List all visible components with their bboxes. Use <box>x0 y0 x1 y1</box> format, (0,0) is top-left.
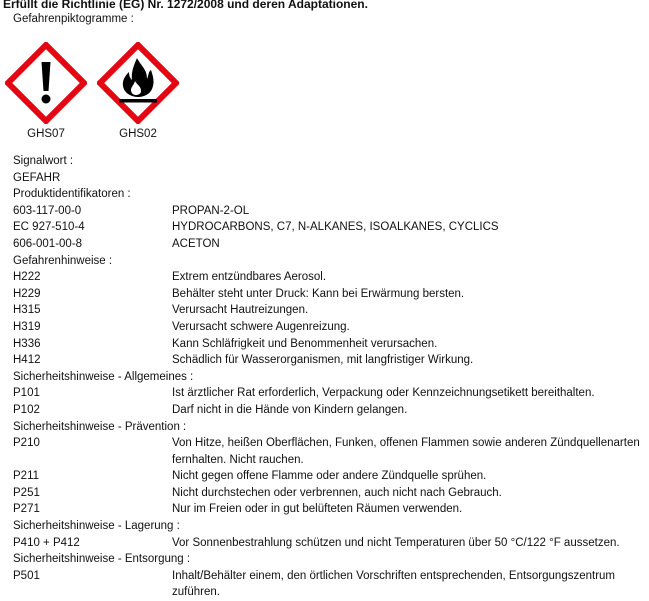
row-text: Nicht durchstechen oder verbrennen, auch nicht nach Gebrauch. <box>172 486 502 499</box>
row-text: Kann Schläfrigkeit und Benommenheit verursachen. <box>172 337 438 350</box>
row-code: H412 <box>13 354 41 367</box>
row-code: EC 927-510-4 <box>13 221 85 234</box>
row-code <box>13 584 172 601</box>
row-code: Signalwort : <box>13 155 74 167</box>
list-item <box>13 153 643 170</box>
row-code: H336 <box>13 337 41 350</box>
list-item <box>13 452 643 469</box>
row-code: Produktidentifikatoren : <box>13 188 131 201</box>
row-code <box>13 452 172 469</box>
pictogram-label: GHS02 <box>119 128 157 140</box>
row-text: Schädlich für Wasserorganismen, mit langfristiger Wirkung. <box>172 354 474 367</box>
row-code: Sicherheitshinweise - Lagerung : <box>13 520 180 533</box>
row-text: Inhalt/Behälter einem, den örtlichen Vorschriften entsprechenden, Entsorgungszentrum <box>172 569 616 582</box>
list-item <box>13 518 643 535</box>
row-text: Von Hitze, heißen Oberflächen, Funken, offenen Flammen sowie anderen Zündquellenarten <box>172 437 640 450</box>
list-item <box>13 535 643 552</box>
flame-icon <box>97 42 179 124</box>
row-text: Behälter steht unter Druck: Kann bei Erwärmung bersten. <box>172 287 465 300</box>
row-code: H229 <box>13 287 41 300</box>
row-text: Verursacht Hautreizungen. <box>172 304 309 317</box>
row-code: P271 <box>13 503 40 516</box>
row-code: GEFAHR <box>13 171 61 184</box>
row-text <box>328 518 643 535</box>
row-text: Nur im Freien oder in gut belüfteten Räumen verwenden. <box>172 503 463 516</box>
list-item <box>13 219 643 236</box>
row-text: Extrem entzündbares Aerosol. <box>172 271 327 284</box>
list-item <box>13 352 643 369</box>
list-item <box>13 286 643 303</box>
row-code: Sicherheitshinweise - Allgemeines : <box>13 370 194 383</box>
row-code: 606-001-00-8 <box>13 237 83 250</box>
exclamation-mark-icon <box>5 42 87 124</box>
row-code: P102 <box>13 403 40 416</box>
list-item <box>13 302 643 319</box>
row-text <box>328 369 643 386</box>
row-text <box>328 551 643 568</box>
row-text <box>328 153 643 170</box>
label-elements-list <box>13 153 643 601</box>
row-code: P251 <box>13 486 40 499</box>
list-item <box>13 186 643 203</box>
row-text: Darf nicht in die Hände von Kindern gelangen. <box>172 403 408 416</box>
row-code: P210 <box>13 437 40 450</box>
row-text <box>328 186 643 203</box>
row-text: Nicht gegen offene Flamme oder andere Zündquelle sprühen. <box>172 470 487 483</box>
row-code: P101 <box>13 387 40 400</box>
pictogram-label: GHS07 <box>27 128 65 140</box>
row-text: PROPAN-2-OL <box>172 204 250 217</box>
list-item <box>13 468 643 485</box>
list-item <box>13 170 643 187</box>
row-text: Vor Sonnenbestrahlung schützen und nicht Temperaturen über 50 °C/122 °F aussetzen. <box>172 536 620 549</box>
row-code: H319 <box>13 320 41 333</box>
row-code: Gefahrenhinweise : <box>13 254 113 267</box>
list-item <box>13 584 643 601</box>
list-item <box>13 485 643 502</box>
row-code: H315 <box>13 304 41 317</box>
list-item <box>13 269 643 286</box>
list-item <box>13 385 643 402</box>
row-code: P211 <box>13 470 40 483</box>
row-code: P501 <box>13 569 40 582</box>
row-text: Verursacht schwere Augenreizung. <box>172 320 350 333</box>
list-item <box>13 369 643 386</box>
list-item <box>13 551 643 568</box>
list-item <box>13 253 643 270</box>
row-text <box>328 170 643 187</box>
page-title: Erfüllt die Richtlinie (EG) Nr. 1272/2008 und deren Adaptationen. <box>3 0 368 11</box>
row-code: 603-117-00-0 <box>13 204 82 217</box>
list-item <box>13 236 643 253</box>
list-item <box>13 568 643 585</box>
row-text: fernhalten. Nicht rauchen. <box>172 453 304 466</box>
row-code: Sicherheitshinweise - Entsorgung : <box>13 553 191 566</box>
row-text: ACETON <box>172 237 220 250</box>
list-item <box>13 419 643 436</box>
list-item <box>13 203 643 220</box>
row-code: H222 <box>13 271 41 284</box>
row-code: P410 + P412 <box>13 536 80 549</box>
list-item <box>13 319 643 336</box>
row-text: Ist ärztlicher Rat erforderlich, Verpackung oder Kennzeichnungsetikett bereithalten. <box>172 387 595 400</box>
pictograms-heading: Gefahrenpiktogramme : <box>13 13 134 25</box>
row-text <box>328 419 643 436</box>
list-item <box>13 435 643 452</box>
row-text: zuführen. <box>172 586 220 599</box>
row-text <box>328 253 643 270</box>
list-item <box>13 336 643 353</box>
list-item <box>13 402 643 419</box>
list-item <box>13 501 643 518</box>
row-text: HYDROCARBONS, C7, N-ALKANES, ISOALKANES, CYCLICS <box>172 221 499 234</box>
row-code: Sicherheitshinweise - Prävention : <box>13 420 187 433</box>
